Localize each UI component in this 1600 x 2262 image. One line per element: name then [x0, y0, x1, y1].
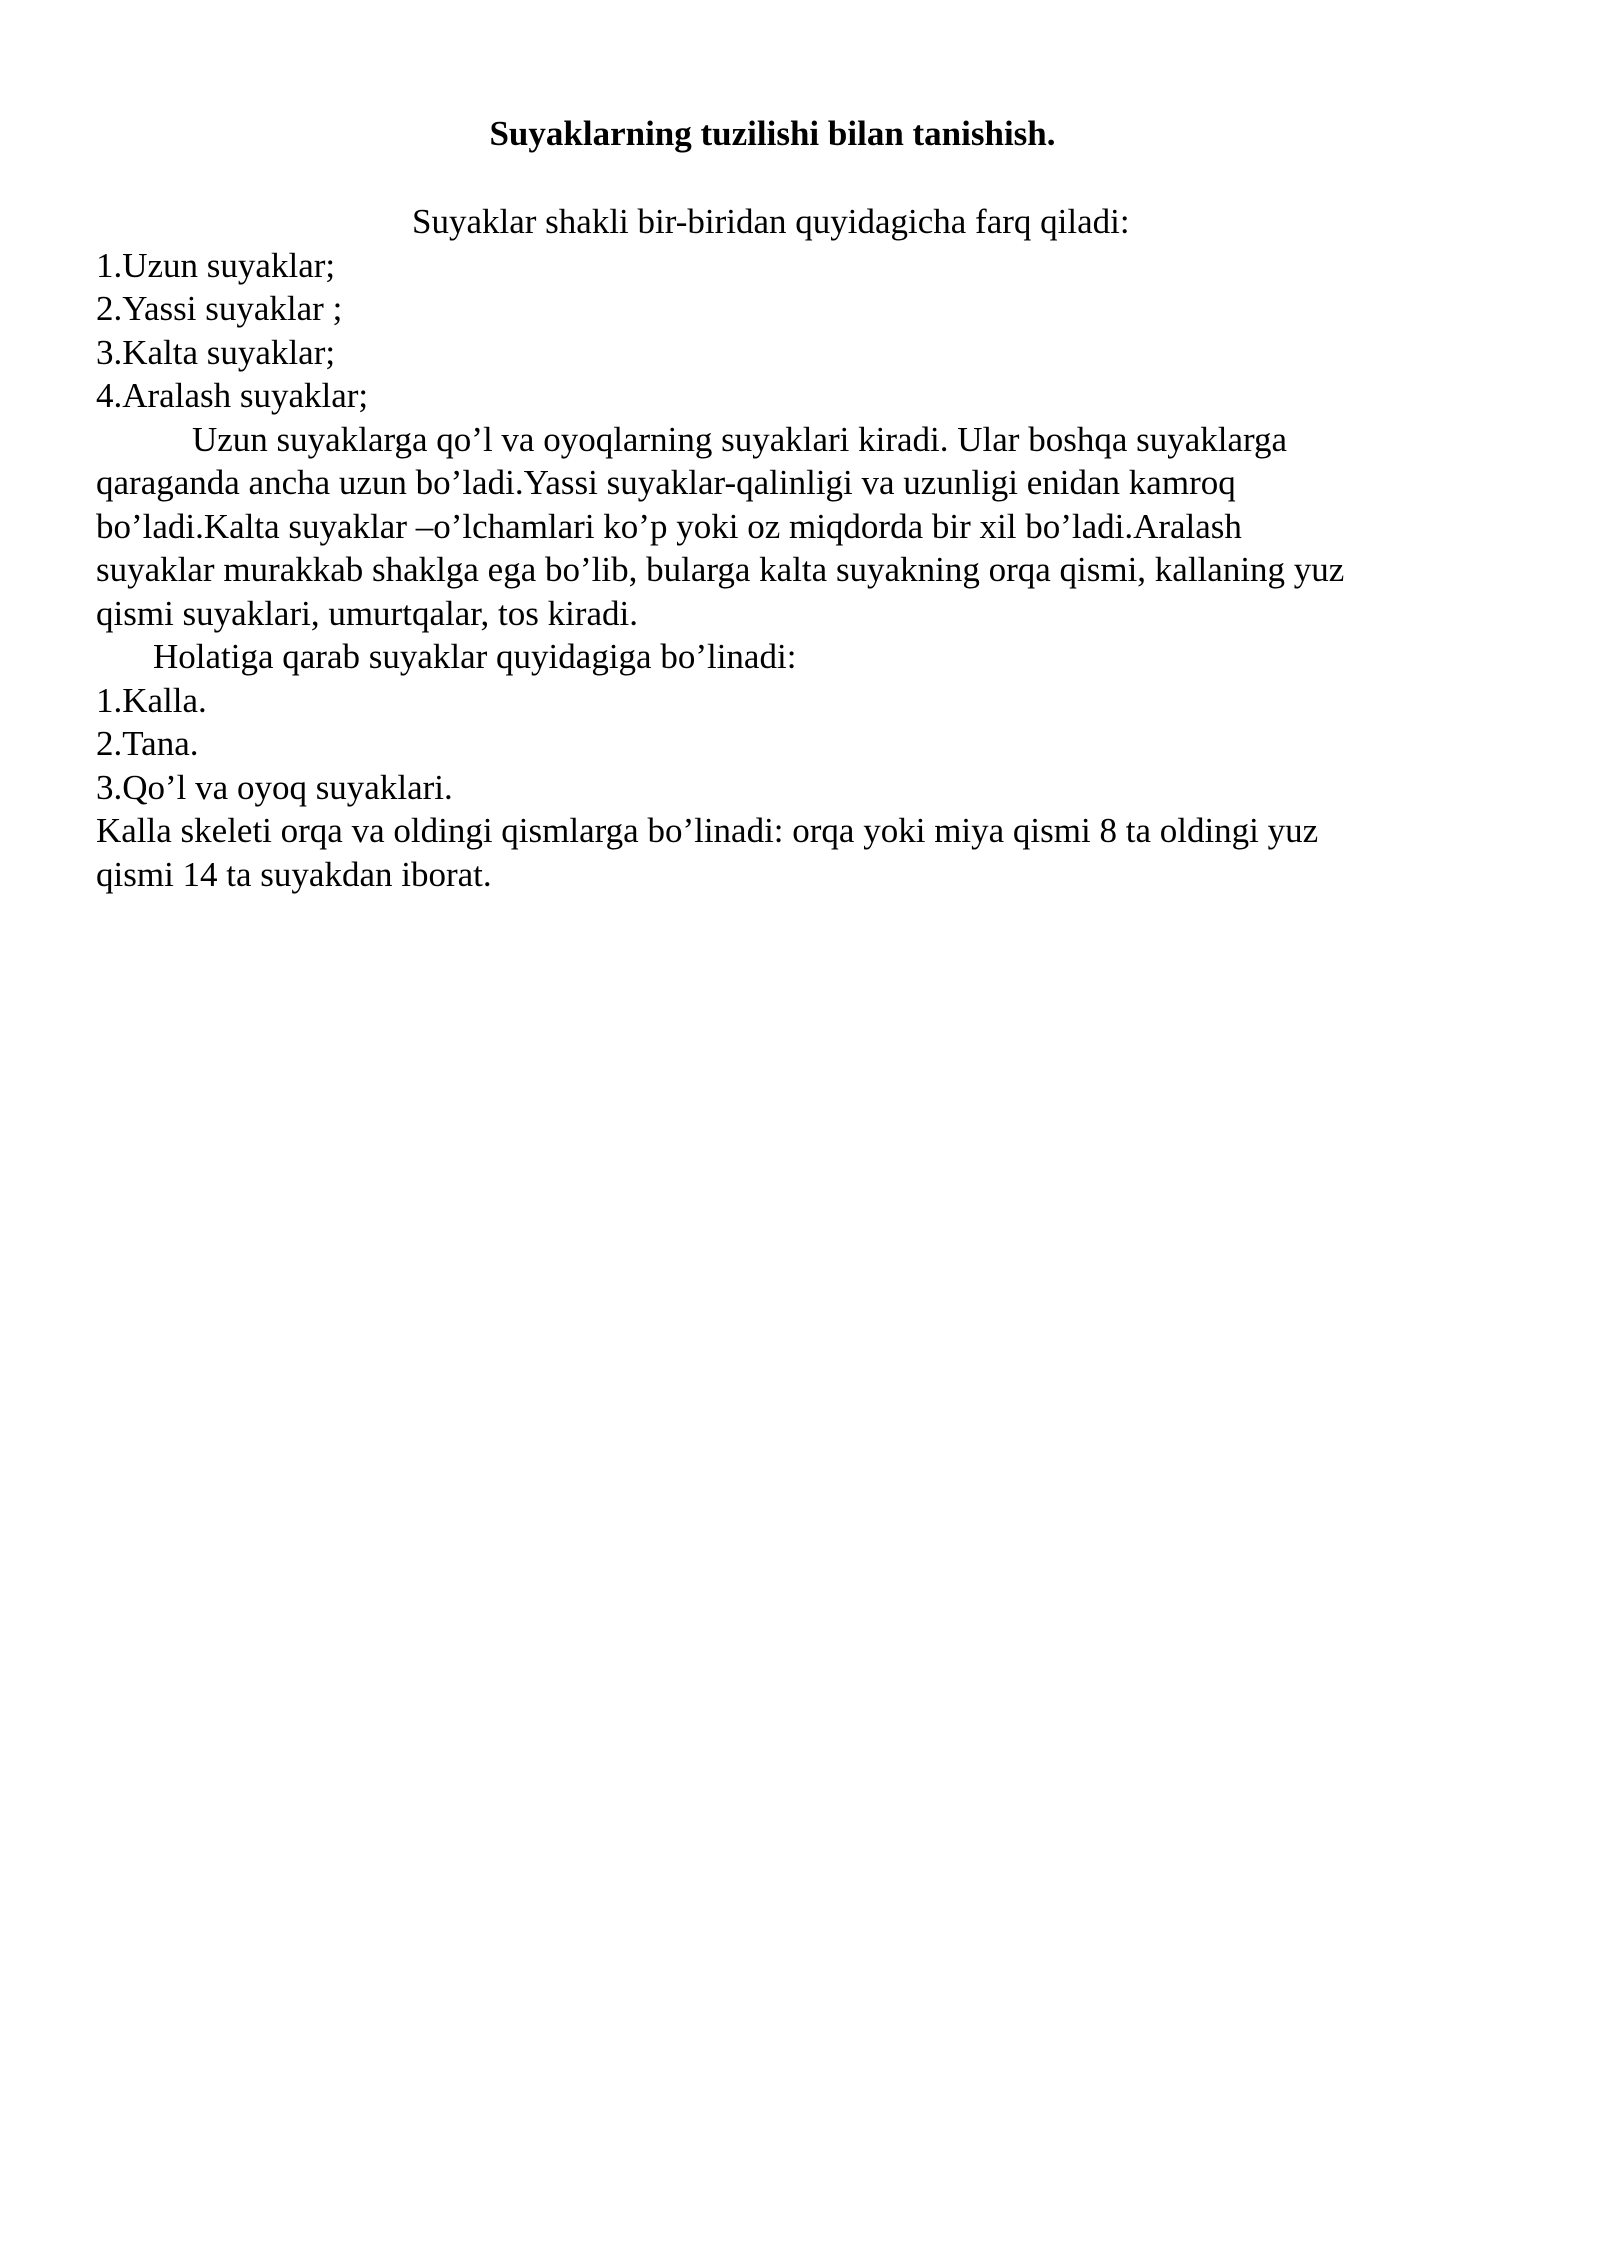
document-body [96, 200, 1476, 896]
shape-list-item: 2.Yassi suyaklar ; [96, 289, 343, 328]
shape-list-item: 1.Uzun suyaklar; [96, 245, 336, 285]
paragraph-line: bo’ladi.Kalta suyaklar –o’lchamlari ko’p yoki oz miqdorda bir xil bo’ladi.Aralash [96, 506, 1242, 546]
position-list-item: 3.Qo’l va oyoq suyaklari. [96, 767, 453, 807]
shape-list-item: 4.Aralash suyaklar; [96, 376, 369, 415]
paragraph-line: qaraganda ancha uzun bo’ladi.Yassi suyaklar-qalinligi va uzunligi enidan kamroq [96, 463, 1236, 502]
document-title: Suyaklarning tuzilishi bilan tanishish. [489, 114, 1056, 153]
shape-list-item: 3.Kalta suyaklar; [96, 332, 336, 372]
closing-line: qismi 14 ta suyakdan iborat. [96, 854, 492, 894]
position-heading: Holatiga qarab suyaklar quyidagiga bo’linadi: [153, 637, 797, 676]
paragraph-line: qismi suyaklari, umurtqalar, tos kiradi. [96, 593, 638, 633]
intro-text: Suyaklar shakli bir-biridan quyidagicha farq qiladi: [412, 202, 1130, 241]
position-list-item: 1.Kalla. [96, 680, 207, 720]
position-list-item: 2.Tana. [96, 724, 199, 763]
paragraph-line: suyaklar murakkab shaklga ega bo’lib, bularga kalta suyakning orqa qismi, kallaning yuz [96, 550, 1345, 589]
closing-line: Kalla skeleti orqa va oldingi qismlarga bo’linadi: orqa yoki miya qismi 8 ta oldingi yuz [96, 811, 1319, 850]
paragraph-line: Uzun suyaklarga qo’l va oyoqlarning suyaklari kiradi. Ular boshqa suyaklarga [192, 419, 1288, 459]
